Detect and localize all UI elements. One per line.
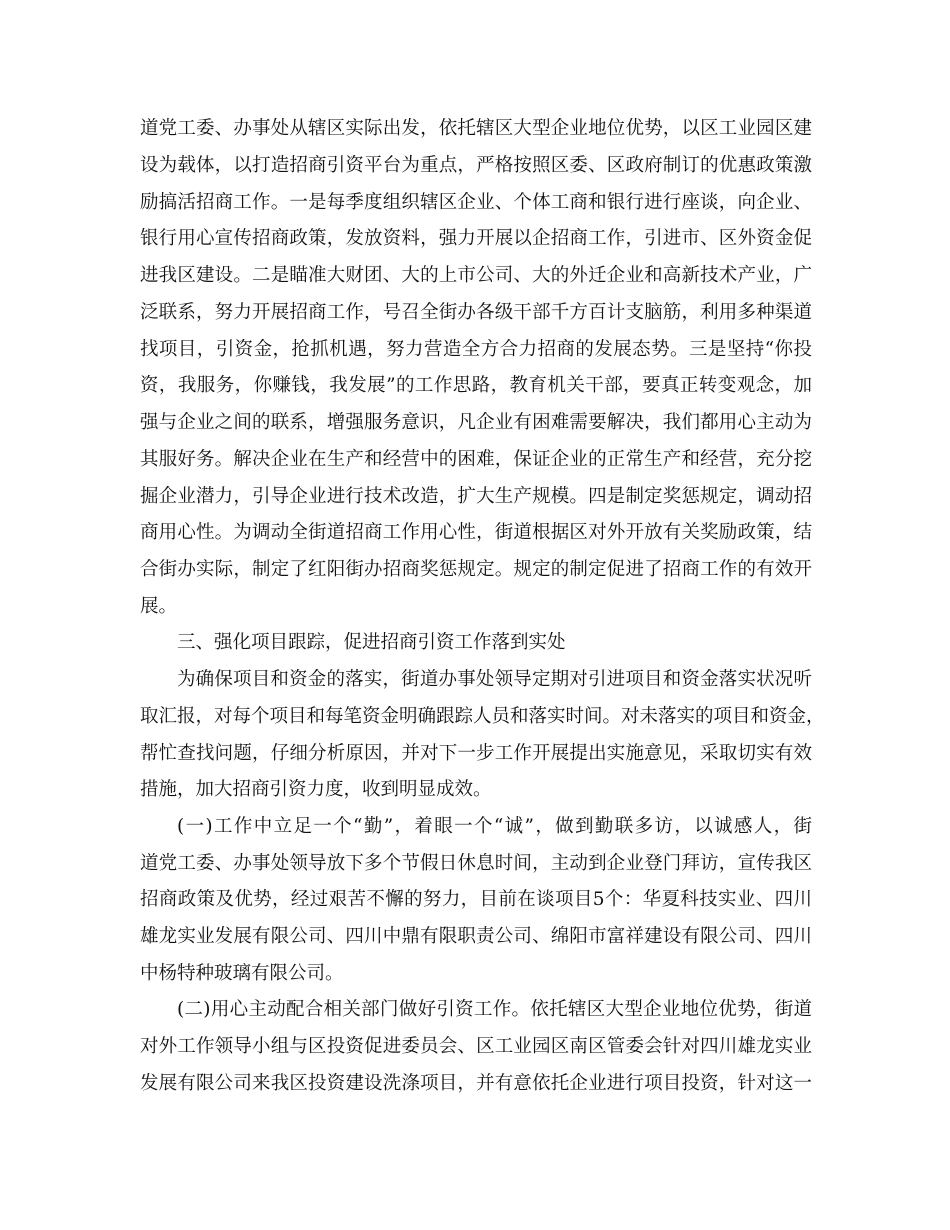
- paragraph-line: 资，我服务，你赚钱，我发展”的工作思路，教育机关干部，要真正转变观念，加: [140, 375, 812, 396]
- paragraph-line: 找项目，引资金，抢抓机遇，努力营造全方合力招商的发展态势。三是坚持“你投: [140, 339, 812, 360]
- paragraph-line: 设为载体，以打造招商引资平台为重点，严格按照区委、区政府制订的优惠政策激: [140, 155, 812, 176]
- paragraph-line: 道党工委、办事处从辖区实际出发，依托辖区大型企业地位优势，以区工业园区建: [140, 118, 812, 139]
- paragraph-line: 泛联系，努力开展招商工作，号召全街办各级干部千方百计支脑筋，利用多种渠道: [140, 302, 812, 323]
- paragraph-line: 强与企业之间的联系，增强服务意识，凡企业有困难需要解决，我们都用心主动为: [140, 412, 812, 433]
- paragraph-line: 取汇报，对每个项目和每笔资金明确跟踪人员和落实时间。对未落实的项目和资金，: [140, 706, 825, 727]
- paragraph-line: 商用心性。为调动全街道招商工作用心性，街道根据区对外开放有关奖励政策，结: [140, 522, 812, 543]
- paragraph-line: 进我区建设。二是瞄准大财团、大的上市公司、大的外迁企业和高新技术产业，广: [140, 265, 812, 286]
- paragraph-line: 帮忙查找问题，仔细分析原因，并对下一步工作开展提出实施意见，采取切实有效: [140, 743, 812, 764]
- paragraph-line: 雄龙实业发展有限公司、四川中鼎有限职责公司、绵阳市富祥建设有限公司、四川: [140, 926, 812, 947]
- section-heading: 三、强化项目跟踪，促进招商引资工作落到实处: [177, 632, 566, 653]
- paragraph-line: 措施，加大招商引资力度，收到明显成效。: [140, 779, 492, 800]
- paragraph-line: 中杨特种玻璃有限公司。: [140, 963, 344, 984]
- paragraph-line: 为确保项目和资金的落实，街道办事处领导定期对引进项目和资金落实状况听: [177, 669, 812, 690]
- paragraph-line: (二)用心主动配合相关部门做好引资工作。依托辖区大型企业地位优势，街道: [177, 999, 812, 1020]
- paragraph-line: 发展有限公司来我区投资建设洗涤项目，并有意依托企业进行项目投资，针对这一: [140, 1073, 812, 1094]
- paragraph-line: 银行用心宣传招商政策，发放资料，强力开展以企招商工作，引进市、区外资金促: [140, 228, 812, 249]
- paragraph-line: 励搞活招商工作。一是每季度组织辖区企业、个体工商和银行进行座谈，向企业、: [140, 192, 812, 213]
- paragraph-line: 道党工委、办事处领导放下多个节假日休息时间，主动到企业登门拜访，宣传我区: [140, 853, 812, 874]
- paragraph-line: 其服好务。解决企业在生产和经营中的困难，保证企业的正常生产和经营，充分挖: [140, 449, 812, 470]
- paragraph-line: 合街办实际，制定了红阳街办招商奖惩规定。规定的制定促进了招商工作的有效开: [140, 559, 812, 580]
- paragraph-line: 对外工作领导小组与区投资促进委员会、区工业园区南区管委会针对四川雄龙实业: [140, 1036, 812, 1057]
- paragraph-line: 展。: [140, 596, 178, 617]
- paragraph-line: 掘企业潜力，引导企业进行技术改造，扩大生产规模。四是制定奖惩规定，调动招: [140, 486, 812, 507]
- paragraph-line: 招商政策及优势，经过艰苦不懈的努力，目前在谈项目5个：华夏科技实业、四川: [140, 889, 812, 910]
- paragraph-line: (一)工作中立足一个“勤”，着眼一个“诚”，做到勤联多访，以诚感人，街: [177, 816, 812, 837]
